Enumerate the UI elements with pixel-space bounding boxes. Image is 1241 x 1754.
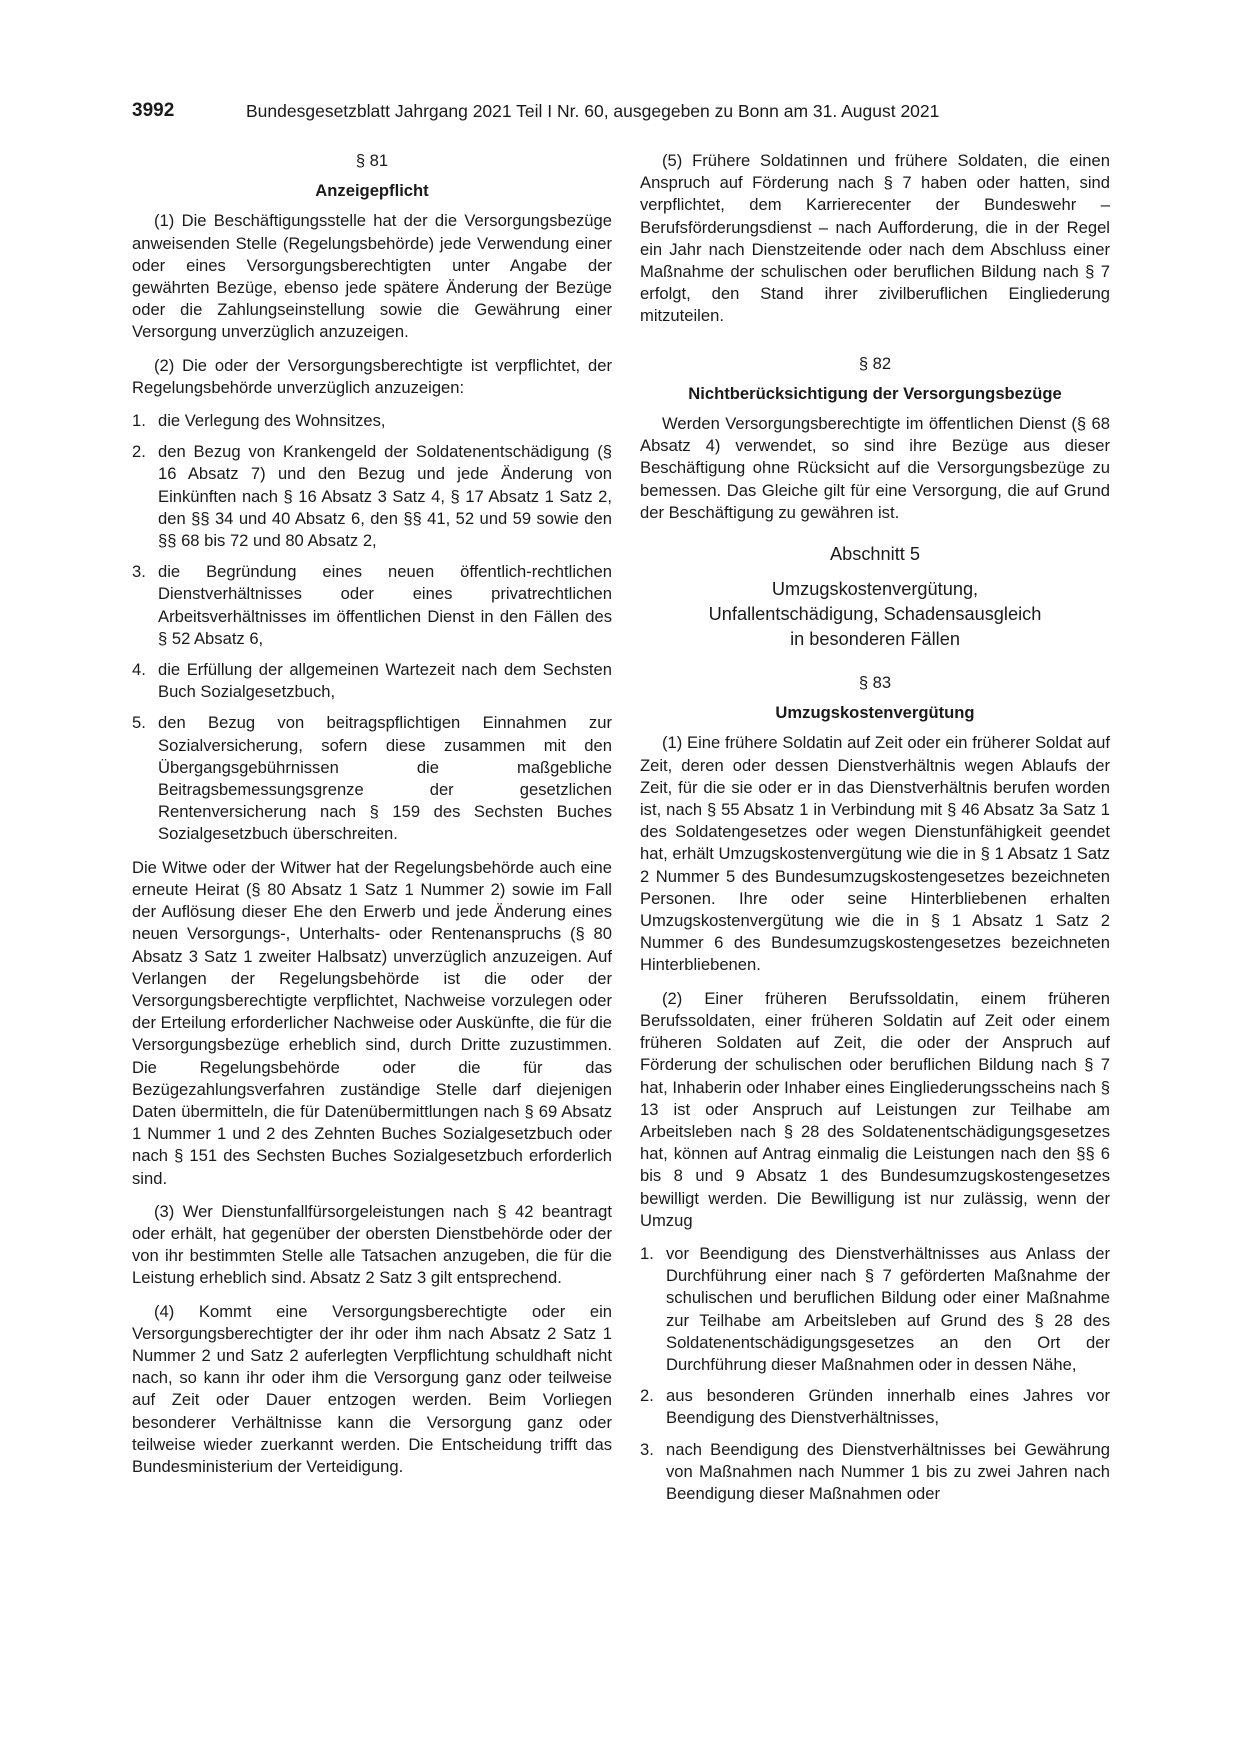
list-item: [640, 1385, 1110, 1429]
header-title: Bundesgesetzblatt Jahrgang 2021 Teil I Nr. 60, ausgegeben zu Bonn am 31. August 2021: [246, 101, 940, 121]
list-item: [640, 1243, 1110, 1376]
section-81-number: § 81: [355, 151, 389, 170]
section-83-list: [640, 1243, 1110, 1505]
list-item: [132, 561, 612, 650]
list-item-number: 2.: [132, 442, 146, 462]
section-81-list: [132, 410, 612, 846]
section-81-paragraph-4: (4) Kommt eine Versorgungsberechtigte oder ein Versorgungsberechtigter der ihr oder ihm nach Absatz 2 Satz 1 Nummer 2 und Satz 2 auferlegten Verpflichtung schuldhaft nicht nach, so kann ihr oder ihm die Versorgung ganz oder teilweise auf Zeit oder Dauer entzogen werden. Beim Vorliegen besonderer Verhältnisse kann die Versorgung ganz oder teilweise wieder zuerkannt werden. Die Entscheidung trifft das Bundesministerium der Verteidigung.: [132, 1301, 612, 1476]
section-81-widow-paragraph: Die Witwe oder der Witwer hat der Regelungsbehörde auch eine erneute Heirat (§ 80 Absatz 1 Satz 1 Nummer 2) sowie im Fall der Auflösung dieser Ehe den Erwerb und jede Änderung eines neuen Versorgungs-, Unterhalts- oder Rentenanspruchs (§ 80 Absatz 3 Satz 1 zweiter Halbsatz) unverzüglich anzuzeigen. Auf Verlangen der Regelungsbehörde ist die oder der Versorgungsberechtigte verpflichtet, Nachweise vorzulegen oder der Erteilung erforderlicher Nachweise oder Auskünfte, die für die Versorgungsbezüge erheblich sind, durch Dritte zuzustimmen. Die Regelungsbehörde oder die für das Bezügezahlungsverfahren zuständige Stelle darf diejenigen Daten übermitteln, die für Datenübermittlungen nach § 69 Absatz 1 Nummer 1 und 2 des Zehnten Buches Sozialgesetzbuch oder nach § 151 des Sechsten Buches Sozialgesetzbuch erforderlich sind.: [132, 857, 612, 1188]
section-83-title: Umzugskostenvergütung: [775, 703, 975, 723]
chapter-subtitle-line: Unfallentschädigung, Schadensausgleich: [708, 604, 1042, 625]
list-item: [640, 1439, 1110, 1506]
section-83-number: § 83: [858, 673, 892, 693]
section-81-paragraph-5: (5) Frühere Soldatinnen und frühere Soldaten, die einen Anspruch auf Förderung nach § 7 haben oder hatten, sind verpflichtet, dem Karrierecenter der Bundeswehr – Berufsförderungsdienst – nach Aufforderung, die in der Regel ein Jahr nach Dienstzeitende oder nach dem Abschluss einer Maßnahme der schulischen oder beruflichen Bildung nach § 7 erfolgt, den Stand ihrer zivilberuflichen Eingliederung mitzuteilen.: [640, 151, 1110, 326]
section-82-title: Nichtberücksichtigung der Versorgungsbezüge: [688, 383, 1062, 403]
list-item-text: nach Beendigung des Dienstverhältnisses bei Gewährung von Maßnahmen nach Nummer 1 bis zu zwei Jahren nach Beendigung dieser Maßnahmen oder: [666, 1439, 1110, 1503]
list-item: [132, 712, 612, 845]
list-item-text: den Bezug von Krankengeld der Soldatenentschädigung (§ 16 Absatz 7) und den Bezug und jede Änderung von Einkünften nach § 16 Absatz 3 Satz 4, § 17 Absatz 1 Satz 2, den §§ 34 und 40 Absatz 6, den §§ 41, 52 und 59 sowie den §§ 68 bis 72 und 80 Absatz 2,: [158, 442, 612, 551]
list-item-number: 3.: [132, 562, 146, 582]
section-81-paragraph-3: (3) Wer Dienstunfallfürsorgeleistungen nach § 42 beantragt oder erhält, hat gegenüber der obersten Dienstbehörde oder der von ihr bestimmten Stelle alle Tatsachen anzugeben, die für die Leistung erheblich sind. Absatz 2 Satz 3 gilt entsprechend.: [132, 1201, 612, 1288]
page-number: 3992: [132, 100, 175, 121]
list-item-text: die Verlegung des Wohnsitzes,: [158, 411, 386, 431]
chapter-title: Abschnitt 5: [830, 544, 920, 565]
list-item-text: vor Beendigung des Dienstverhältnisses aus Anlass der Durchführung einer nach § 7 geförderten Maßnahme der schulischen und beruflichen Bildung oder einer Maßnahme zur Teilhabe am Arbeitsleben auf Grund des § 28 des Soldatenentschädigungsgesetzes an den Ort der Durchführung dieser Maßnahmen oder in dessen Nähe,: [666, 1243, 1110, 1374]
section-81-paragraph-1: (1) Die Beschäftigungsstelle hat der die Versorgungsbezüge anweisenden Stelle (Regelungsbehörde) jede Verwendung einer oder eines Versorgungsberechtigten unter Angabe der gewährten Bezüge, ebenso jede spätere Änderung der Bezüge oder die Zahlungseinstellung sowie die Gewährung einer Versorgung unverzüglich anzuzeigen.: [132, 211, 612, 342]
list-item-number: 3.: [640, 1439, 654, 1459]
list-item: [132, 441, 612, 552]
right-column: [640, 150, 1110, 1516]
section-82-paragraph: Werden Versorgungsberechtigte im öffentlichen Dienst (§ 68 Absatz 4) verwendet, so sind ihre Bezüge aus dieser Beschäftigung ohne Rücksicht auf die Versorgungsbezüge zu bemessen. Das Gleiche gilt für eine Versorgung, die auf Grund der Beschäftigung zu gewähren ist.: [640, 414, 1110, 522]
section-83-paragraph-2: (2) Einer früheren Berufssoldatin, einem früheren Berufssoldaten, einer früheren Soldatin auf Zeit oder einem früheren Soldaten auf Zeit, die oder der Anspruch auf Förderung der schulischen oder beruflichen Bildung nach § 7 hat, Inhaberin oder Inhaber eines Eingliederungsscheins nach § 13 ist oder Anspruch auf Leistungen zur Teilhabe am Arbeitsleben nach § 28 des Soldatenentschädigungsgesetzes hat, können auf Antrag einmalig die Leistungen nach den §§ 6 bis 8 und 9 Absatz 1 des Bundesumzugskostengesetzes bewilligt werden. Die Bewilligung ist nur zulässig, wenn der Umzug: [640, 988, 1110, 1230]
list-item-text: aus besonderen Gründen innerhalb eines Jahres vor Beendigung des Dienstverhältnisses,: [666, 1386, 1110, 1428]
section-81-title: Anzeigepflicht: [315, 181, 429, 201]
chapter-subtitle-line: in besonderen Fällen: [790, 629, 960, 650]
list-item: [132, 410, 612, 432]
list-item: [132, 659, 612, 703]
list-item-number: 1.: [132, 411, 146, 431]
list-item-number: 4.: [132, 660, 146, 680]
list-item-text: die Erfüllung der allgemeinen Wartezeit nach dem Sechsten Buch Sozialgesetzbuch,: [158, 660, 612, 702]
list-item-number: 1.: [640, 1243, 654, 1263]
left-column: [132, 150, 612, 1489]
section-83-paragraph-1: (1) Eine frühere Soldatin auf Zeit oder ein früherer Soldat auf Zeit, deren oder dessen Dienstverhältnis wegen Ablaufs der Zeit, für die sie oder er in das Dienstverhältnis berufen worden ist, nach § 55 Absatz 1 in Verbindung mit § 46 Absatz 3a Satz 1 des Soldatengesetzes oder wegen Dienstunfähigkeit geendet hat, erhält Umzugskostenvergütung wie die in § 1 Absatz 1 Satz 2 Nummer 5 des Bundesumzugskostengesetzes bezeichneten Personen. Ihre oder seine Hinterbliebenen erhalten Umzugskostenvergütung wie die in § 1 Absatz 1 Satz 2 Nummer 6 des Bundesumzugskostengesetzes bezeichneten Hinterbliebenen.: [640, 733, 1110, 975]
chapter-subtitle-line: Umzugskostenvergütung,: [771, 579, 979, 600]
chapter-subtitle: [640, 577, 1110, 652]
section-81-paragraph-2: (2) Die oder der Versorgungsberechtigte ist verpflichtet, der Regelungsbehörde unverzüglich anzuzeigen:: [132, 355, 612, 397]
section-82-number: § 82: [858, 353, 892, 373]
list-item-number: 5.: [132, 713, 146, 733]
list-item-text: den Bezug von beitragspflichtigen Einnahmen zur Sozialversicherung, sofern diese zusammen mit den Übergangsgebührnissen die maßgebliche Beitragsbemessungsgrenze der gesetzlichen Rentenversicherung nach § 159 des Sechsten Buches Sozialgesetzbuch überschreiten.: [158, 713, 612, 844]
list-item-text: die Begründung eines neuen öffentlich-rechtlichen Dienstverhältnisses oder eines privatrechtlichen Arbeitsverhältnisses im öffentlichen Dienst in den Fällen des § 52 Absatz 6,: [158, 562, 612, 648]
list-item-number: 2.: [640, 1386, 654, 1406]
page-header: [132, 100, 1012, 130]
